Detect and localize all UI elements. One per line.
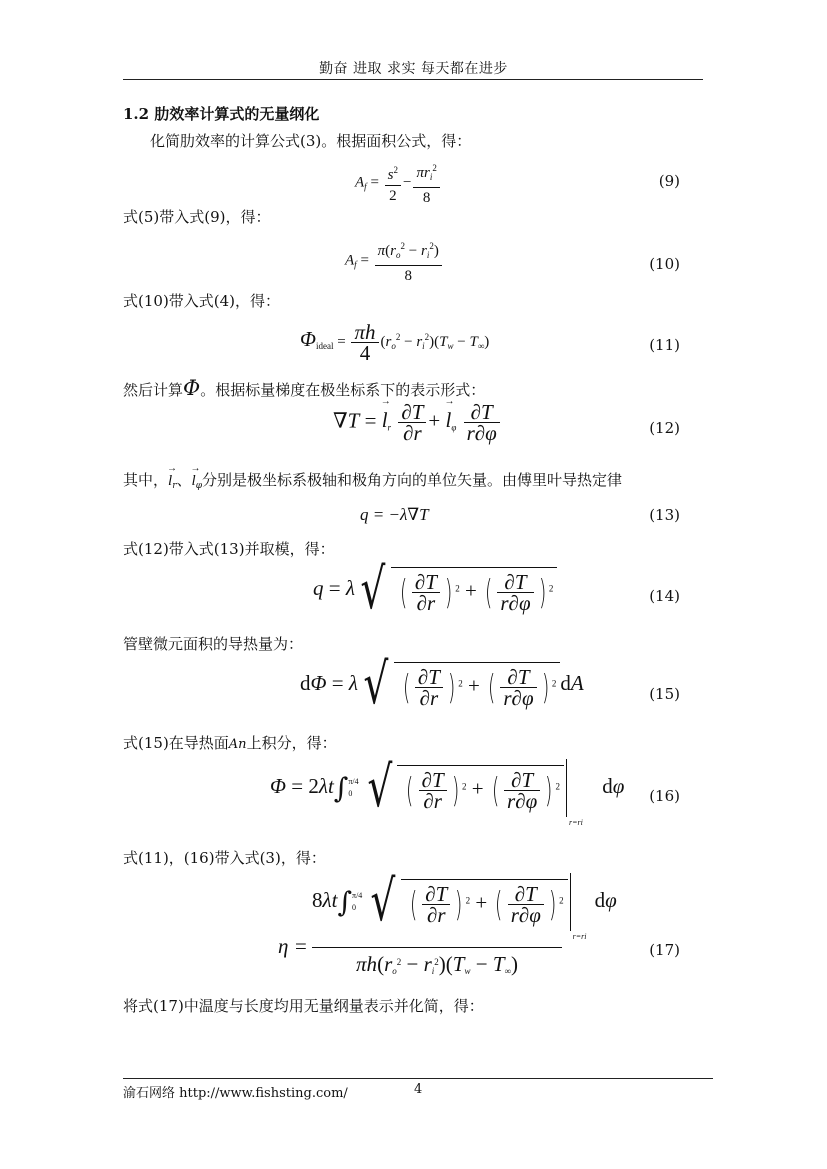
paragraph-1: 化简肋效率的计算公式(3)。根据面积公式，得：: [150, 132, 472, 150]
paragraph-8: [123, 733, 337, 755]
equation-15: dΦ = λ√ ( $\frac{\partial T}{\partial r}$ ) $^2$ + ( $\frac{\partial T}{r\partial\varphi}$ ) $^2$ dA: [300, 652, 584, 717]
paragraph-9: 式(11)，(16)带入式(3)，得：: [123, 849, 326, 867]
limit-label-17: r=ri: [572, 932, 587, 941]
equation-number-14: (14): [649, 587, 680, 605]
equation-number-12: (12): [649, 419, 680, 437]
paragraph-5: 其中，→ $l_r$、→ $l_\varphi$分别是极坐标系极轴和极角方向的单位矢量。由傅里叶导热定律: [123, 470, 622, 496]
paragraph-5-start: 其中，: [123, 471, 169, 489]
equation-13: q = −λ∇T: [360, 505, 429, 524]
paragraph-3: 式(10)带入式(4)，得：: [123, 292, 281, 310]
paragraph-5-end: 分别是极坐标系极轴和极角方向的单位矢量。由傅里叶导热定律: [202, 471, 623, 489]
equation-number-11: (11): [649, 336, 680, 354]
equation-number-10: (10): [649, 255, 680, 273]
page-number: 4: [414, 1082, 423, 1097]
paragraph-6: 式(12)带入式(13)并取模，得：: [123, 540, 335, 558]
equation-number-15: (15): [649, 685, 680, 703]
equation-number-17: (17): [649, 941, 680, 959]
footer-site: 渝石网络 http://www.fishsting.com/: [123, 1086, 348, 1101]
paragraph-10: 将式(17)中温度与长度均用无量纲量表示并化简，得：: [123, 997, 484, 1015]
equation-16: Φ = 2λt∫ π/4 0 √ ( $\frac{\partial T}{\partial r}$ ) $^2$ + ( $\frac{\partial T}{r\partial\varphi}$ ) $^2$ r=ri dφ: [270, 755, 625, 827]
paragraph-4: [123, 378, 485, 400]
paragraph-2: 式(5)带入式(9)，得：: [123, 208, 271, 226]
unit-vector-r: → l: [168, 471, 172, 491]
paragraph-5-sep: 、: [176, 471, 192, 489]
equation-11: $\Phi_{ideal}$ = $\frac{\pi h}{4}$ $(r_o^2 - r_i^2)(T_w - T_\infty)$: [300, 320, 490, 365]
phi-symbol: Φ: [183, 376, 201, 400]
equation-14: q = λ√ ( $\frac{\partial T}{\partial r}$ ) $^2$ + ( $\frac{\partial T}{r\partial\varphi}$ ) $^2$: [313, 560, 557, 620]
equation-9: $A_f$ = $\frac{s^2}{2}$ − $\frac{\pi r_i^2}{8}$: [355, 158, 442, 208]
paragraph-8-end: 上积分，得：: [246, 734, 337, 752]
equation-number-16: (16): [649, 787, 680, 805]
unit-vector-phi: → l: [192, 471, 196, 491]
paragraph-8-start: 式(15)在导热面: [123, 734, 229, 752]
equation-number-13: (13): [649, 506, 680, 524]
equation-10: $A_f$ = $\frac{\pi(r_o^2 - r_i^2)}{8}$: [345, 236, 444, 286]
limit-label-16: r=ri: [569, 818, 583, 827]
header-rule: [123, 79, 703, 80]
paragraph-4-start: 然后计算: [123, 381, 184, 399]
page-header-motto: 勤奋 进取 求实 每天都在进步: [319, 61, 508, 77]
footer-rule: [123, 1078, 713, 1079]
paragraph-7: 管壁微元面积的导热量为：: [123, 635, 304, 653]
ideal-subscript: ideal: [316, 340, 334, 351]
equation-number-9: (9): [658, 172, 680, 190]
surface-symbol: An: [228, 737, 247, 752]
paragraph-4-end: 。根据标量梯度在极坐标系下的表示形式：: [200, 381, 486, 399]
equation-12: ∇T = → $l_r$ $\frac{\partial T}{\partial r}$ + → $l_\varphi$ $\frac{\partial T}{r\partial\varphi}$: [333, 402, 502, 443]
section-heading: 1.2 肋效率计算式的无量纲化: [123, 105, 320, 123]
